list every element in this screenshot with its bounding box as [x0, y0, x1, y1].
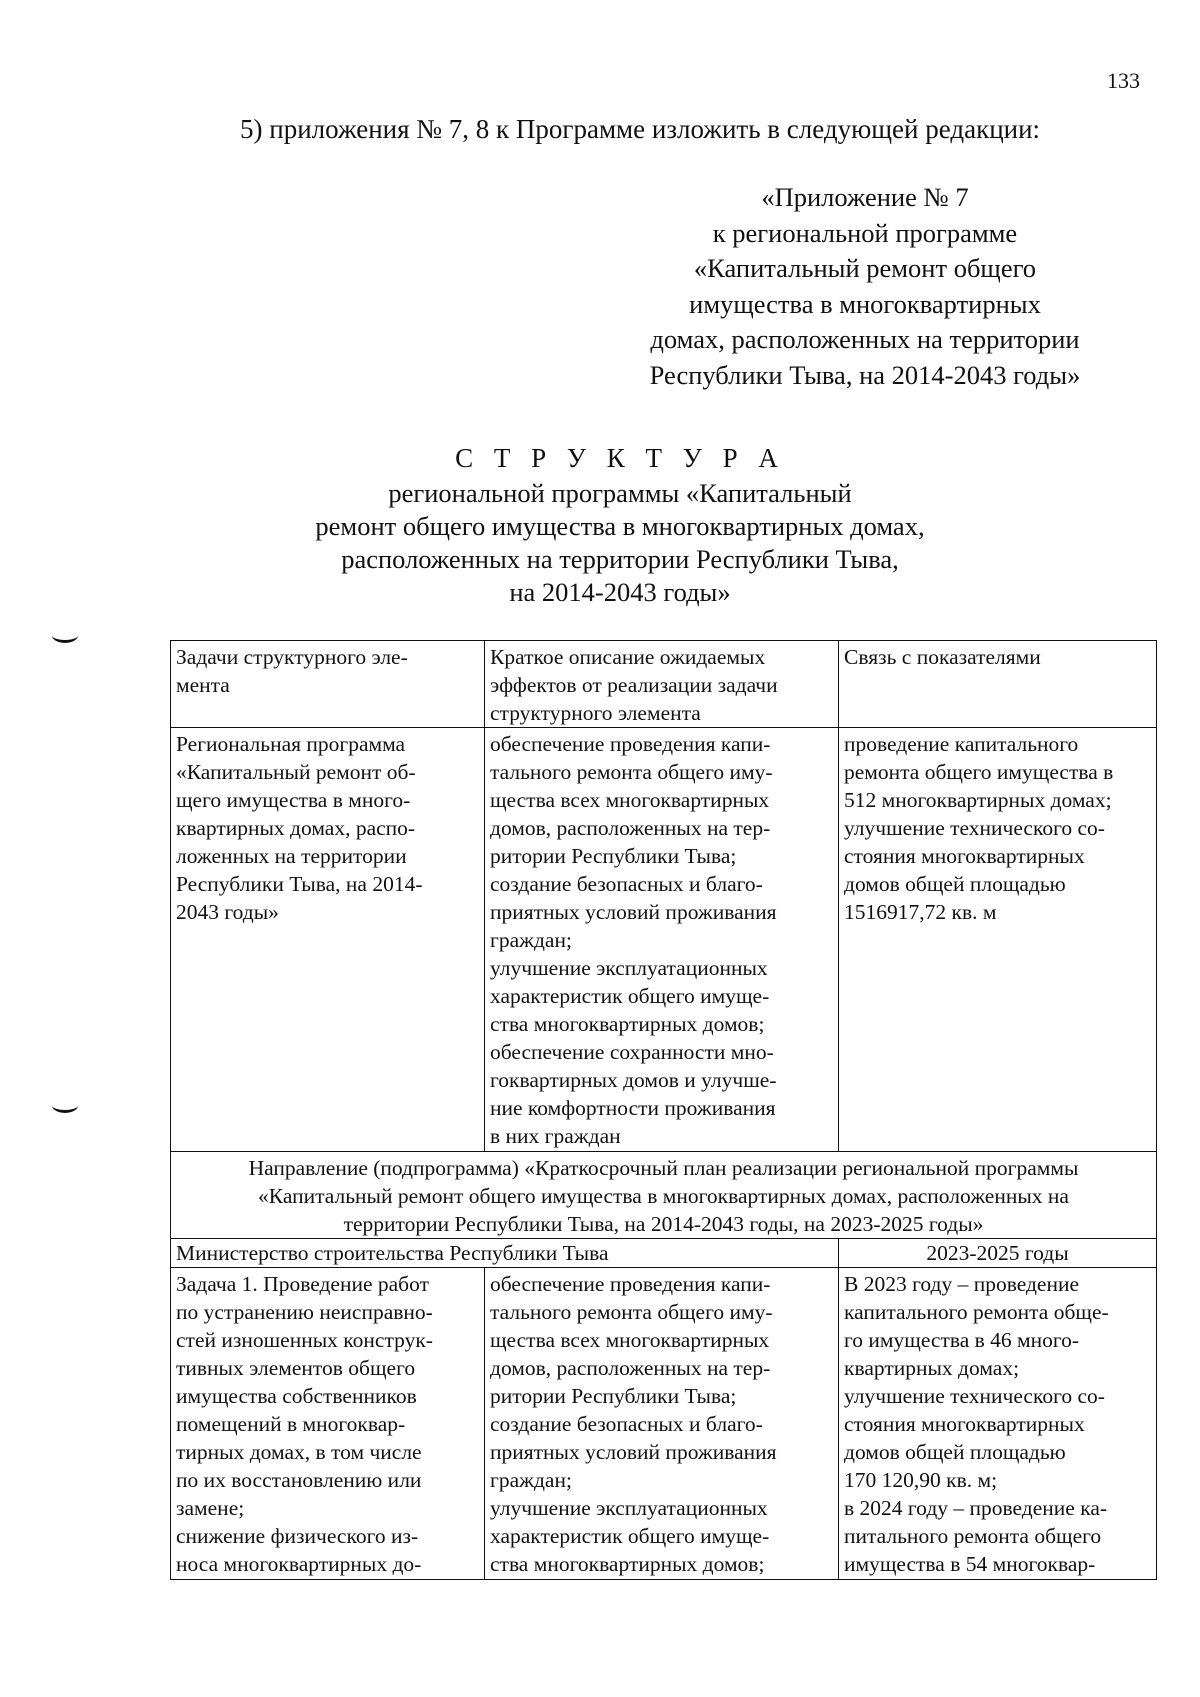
table-header-row: [171, 641, 1157, 728]
appendix-line: «Капитальный ремонт общего: [693, 253, 1037, 283]
header-line: мента: [176, 673, 230, 697]
cell-line: улучшение эксплуатационных: [490, 1496, 768, 1520]
appendix-line: домах, расположенных на территории: [650, 324, 1080, 354]
structure-subtitle-line: региональной программы «Капитальный: [388, 478, 852, 508]
cell-line: проведение капитального: [844, 732, 1079, 756]
cell-line: помещений в многоквар-: [176, 1412, 406, 1436]
structure-subtitle-line: на 2014-2043 годы»: [509, 577, 731, 607]
cell-line: квартирных домах;: [844, 1356, 1020, 1380]
cell-line: 170 120,90 кв. м;: [844, 1468, 998, 1492]
cell-line: стей изношенных конструк-: [176, 1328, 433, 1352]
header-line: Краткое описание ожидаемых: [490, 645, 766, 669]
cell-line: улучшение технического со-: [844, 1384, 1105, 1408]
cell-line: гоквартирных домов и улучше-: [490, 1068, 777, 1092]
cell-line: тивных элементов общего: [176, 1356, 416, 1380]
structure-subtitle-line: ремонт общего имущества в многоквартирных домах,: [315, 511, 925, 541]
cell-line: улучшение эксплуатационных: [490, 956, 768, 980]
responsible-text: Республики Тыва: [449, 1241, 609, 1265]
cell-program-effects: [485, 728, 839, 1152]
page-number: 133: [1107, 68, 1140, 93]
cell-line: по их восстановлению или: [176, 1468, 422, 1492]
cell-task1-task: [171, 1268, 485, 1580]
cell-line: домов, расположенных на тер-: [490, 1356, 771, 1380]
cell-line: стояния многоквартирных: [844, 1412, 1085, 1436]
intro-line: 5) приложения № 7, 8 к Программе изложить в следующей редакции:: [240, 114, 1041, 144]
cell-line: приятных условий проживания: [490, 1440, 777, 1464]
structure-heading: [170, 442, 1070, 609]
cell-line: ремонта общего имущества в: [844, 760, 1114, 784]
table-row-program: [171, 728, 1157, 1152]
cell-line: тального ремонта общего иму-: [490, 1300, 773, 1324]
cell-line: Задача 1. Проведение работ: [176, 1272, 429, 1296]
cell-line: снижение физического из-: [176, 1524, 419, 1548]
cell-line: ложенных на территории: [176, 844, 407, 868]
cell-line: тального ремонта общего иму-: [490, 760, 773, 784]
scan-artifact-mark: [52, 628, 78, 643]
cell-line: ритории Республики Тыва;: [490, 1384, 737, 1408]
structure-title: С Т Р У К Т У Р А: [455, 443, 785, 473]
appendix-line: Республики Тыва, на 2014-2043 годы»: [649, 359, 1081, 390]
cell-line: домов общей площадью: [844, 1440, 1066, 1464]
cell-line: обеспечение проведения капи-: [490, 732, 771, 756]
cell-line: Региональная программа: [176, 732, 406, 756]
cell-line: щества всех многоквартирных: [490, 788, 770, 812]
cell-line: квартирных домах, распо-: [176, 816, 416, 840]
cell-line: щего имущества в много-: [176, 788, 411, 812]
cell-line: в них граждан: [490, 1124, 621, 1148]
cell-line: «Капитальный ремонт об-: [176, 760, 416, 784]
appendix-heading: [600, 180, 1130, 393]
table-row-ministry: [171, 1239, 1157, 1268]
header-cell-effects: [485, 641, 839, 728]
responsible-text: Министерство строительства: [176, 1241, 444, 1265]
cell-line: щества всех многоквартирных: [490, 1328, 770, 1352]
cell-line: 2043 годы»: [176, 900, 279, 924]
cell-line: ритории Республики Тыва;: [490, 844, 737, 868]
cell-line: Направление (подпрограмма) «Краткосрочный план реализации региональной программы: [248, 1156, 1079, 1180]
cell-line: территории Республики Тыва, на 2014-2043 годы, на 2023-2025 годы»: [343, 1212, 984, 1236]
appendix-line: имущества в многоквартирных: [689, 288, 1041, 319]
cell-line: «Капитальный ремонт общего имущества в многоквартирных домах, расположенных на: [258, 1184, 1069, 1208]
cell-line: имущества собственников: [176, 1384, 417, 1408]
cell-line: улучшение технического со-: [844, 816, 1105, 840]
cell-line: ства многоквартирных домов;: [490, 1012, 765, 1036]
header-line: Задачи структурного эле-: [176, 645, 408, 669]
cell-line: обеспечение сохранности мно-: [490, 1040, 774, 1064]
cell-line: го имущества в 46 много-: [844, 1328, 1080, 1352]
cell-responsible: [171, 1239, 839, 1268]
cell-line: домов общей площадью: [844, 872, 1066, 896]
cell-line: носа многоквартирных до-: [176, 1552, 422, 1576]
header-line: Связь с показателями: [844, 645, 1041, 669]
cell-line: характеристик общего имуще-: [490, 984, 770, 1008]
cell-line: замене;: [176, 1496, 245, 1520]
cell-line: в 2024 году – проведение ка-: [844, 1496, 1108, 1520]
structure-subtitle-line: расположенных на территории Республики Тыва,: [341, 544, 899, 574]
cell-program-task: [171, 728, 485, 1152]
cell-line: домов, расположенных на тер-: [490, 816, 771, 840]
scan-artifact-mark: [52, 1098, 78, 1113]
cell-line: по устранению неисправно-: [176, 1300, 433, 1324]
cell-line: 512 многоквартирных домах;: [844, 788, 1112, 812]
cell-line: граждан;: [490, 928, 572, 952]
cell-line: ние комфортности проживания: [490, 1096, 776, 1120]
cell-line: 1516917,72 кв. м: [844, 900, 997, 924]
cell-direction: [171, 1152, 1157, 1239]
cell-program-indicators: [839, 728, 1157, 1152]
cell-line: стояния многоквартирных: [844, 844, 1085, 868]
cell-task1-indicators: [839, 1268, 1157, 1580]
cell-line: имущества в 54 многоквар-: [844, 1552, 1096, 1576]
table-row-direction: [171, 1152, 1157, 1239]
cell-line: В 2023 году – проведение: [844, 1272, 1080, 1296]
cell-line: создание безопасных и благо-: [490, 1412, 763, 1436]
cell-line: питального ремонта общего: [844, 1524, 1102, 1548]
header-cell-tasks: [171, 641, 485, 728]
cell-line: характеристик общего имуще-: [490, 1524, 770, 1548]
header-line: эффектов от реализации задачи: [490, 673, 778, 697]
appendix-line: к региональной программе: [712, 217, 1018, 248]
cell-line: капитального ремонта обще-: [844, 1300, 1109, 1324]
structure-table: [170, 640, 1157, 1580]
cell-line: создание безопасных и благо-: [490, 872, 763, 896]
appendix-line: «Приложение № 7: [761, 182, 969, 212]
cell-line: тирных домах, в том числе: [176, 1440, 422, 1464]
header-cell-indicators: [839, 641, 1157, 728]
cell-line: Республики Тыва, на 2014-: [176, 872, 423, 896]
table-row-task-1: [171, 1268, 1157, 1580]
header-line: структурного элемента: [490, 701, 701, 725]
cell-line: обеспечение проведения капи-: [490, 1272, 771, 1296]
cell-line: граждан;: [490, 1468, 572, 1492]
cell-period: 2023-2025 годы: [839, 1239, 1157, 1268]
cell-task1-effects: [485, 1268, 839, 1580]
cell-line: приятных условий проживания: [490, 900, 777, 924]
cell-line: ства многоквартирных домов;: [490, 1552, 765, 1576]
